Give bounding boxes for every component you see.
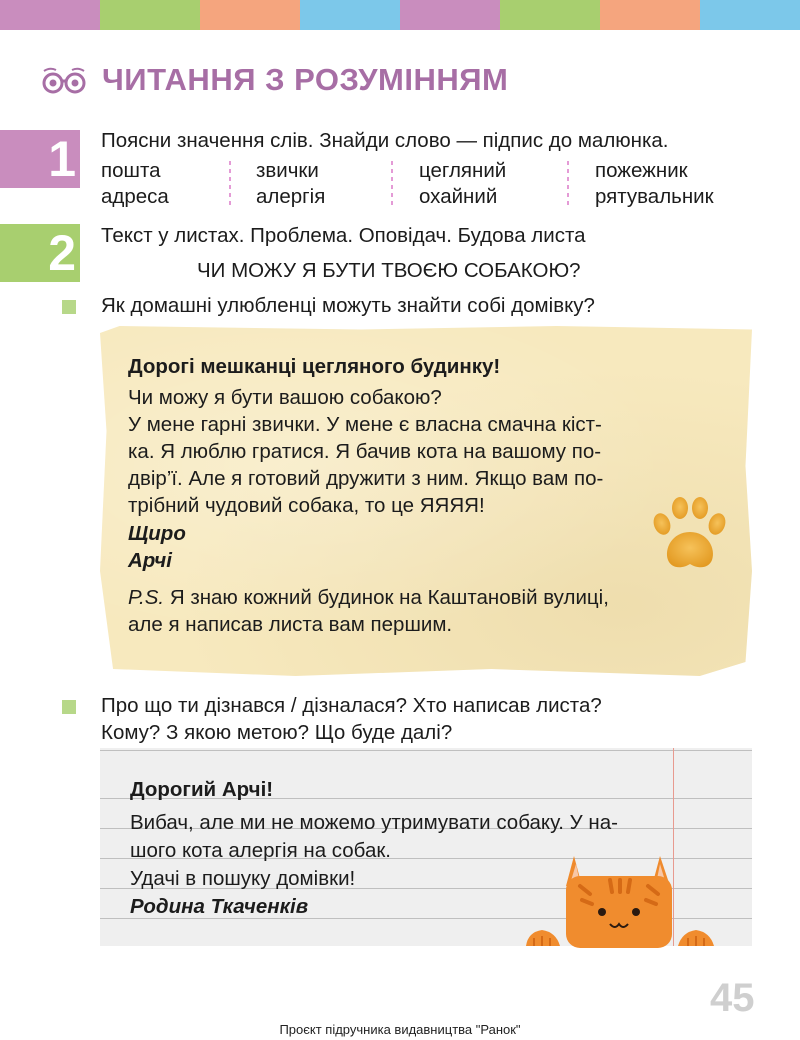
word: алергія [256, 185, 326, 208]
word: цегляний [419, 159, 507, 182]
page-number: 45 [710, 976, 755, 1020]
ps-label: P.S. [128, 586, 165, 609]
letter2-greeting: Дорогий Арчі! [130, 778, 274, 801]
question-2-line: Кому? З якою метою? Що буде далі? [101, 721, 453, 744]
letter1-line: У мене гарні звички. У мене є власна смачна кіст- [128, 413, 602, 436]
letter1-line: двір’ї. Але я готовий дружити з ним. Якщо вам по- [128, 467, 604, 490]
letter2-line: Удачі в пошуку домівки! [130, 867, 356, 890]
story-title: ЧИ МОЖУ Я БУТИ ТВОЄЮ СОБАКОЮ? [197, 259, 581, 282]
color-stripe [0, 0, 100, 30]
word: рятувальник [595, 185, 714, 208]
word: звички [256, 159, 319, 182]
color-stripe [100, 0, 200, 30]
letter1-signature: Арчі [128, 549, 172, 572]
green-square-bullet [62, 300, 76, 314]
dashed-separator [229, 161, 231, 209]
green-square-bullet [62, 700, 76, 714]
word-column [419, 158, 506, 210]
letter1-line: Чи можу я бути вашою собакою? [128, 386, 442, 409]
task-number-1: 1 [0, 130, 80, 188]
word: охайний [419, 185, 498, 208]
letter2-line: шого кота алергія на собак. [130, 839, 392, 862]
word-grid [101, 158, 761, 210]
task1-instruction: Поясни значення слів. Знайди слово — підпис до малюнка. [101, 129, 669, 152]
footer-credit: Проєкт підручника видавництва "Ранок" [279, 1022, 521, 1037]
ps-line: але я написав листа вам першим. [128, 613, 453, 636]
letter1-body [128, 384, 603, 519]
word-column [595, 158, 714, 210]
section-title: ЧИТАННЯ З РОЗУМІННЯМ [102, 62, 509, 97]
letter1-greeting: Дорогі мешканці цегляного будинку! [128, 355, 501, 378]
word-column [256, 158, 325, 210]
color-stripe [500, 0, 600, 30]
question-1: Як домашні улюбленці можуть знайти собі домівку? [101, 294, 595, 317]
letter1-closing: Щиро [128, 522, 186, 545]
question-2 [101, 692, 602, 746]
letter2-line: Вибач, але ми не можемо утримувати собаку. У на- [130, 811, 618, 834]
paw-print-icon [642, 494, 730, 578]
word: пожежник [595, 159, 688, 182]
color-stripe [700, 0, 800, 30]
word-column [101, 158, 169, 210]
letter1-line: трібний чудовий собака, то це ЯЯЯЯ! [128, 494, 485, 517]
question-2-line: Про що ти дізнався / дізналася? Хто написав листа? [101, 694, 602, 717]
letter1-postscript [128, 584, 609, 638]
color-stripe [600, 0, 700, 30]
letter2-signature: Родина Ткаченків [130, 895, 309, 918]
orange-cat-illustration [520, 846, 720, 958]
letter1-line: ка. Я люблю гратися. Я бачив кота на вашому по- [128, 440, 602, 463]
task-number-2: 2 [0, 224, 80, 282]
dashed-separator [567, 161, 569, 209]
task2-instruction: Текст у листах. Проблема. Оповідач. Будова листа [101, 224, 586, 247]
color-stripe [200, 0, 300, 30]
section-header [40, 62, 508, 98]
color-stripe [300, 0, 400, 30]
word: адреса [101, 185, 169, 208]
glasses-eyes-icon [40, 65, 88, 95]
dashed-separator [391, 161, 393, 209]
color-stripe [400, 0, 500, 30]
word: пошта [101, 159, 161, 182]
top-color-stripes [0, 0, 800, 30]
ps-line: Я знаю кожний будинок на Каштановій вулиці, [169, 586, 609, 609]
